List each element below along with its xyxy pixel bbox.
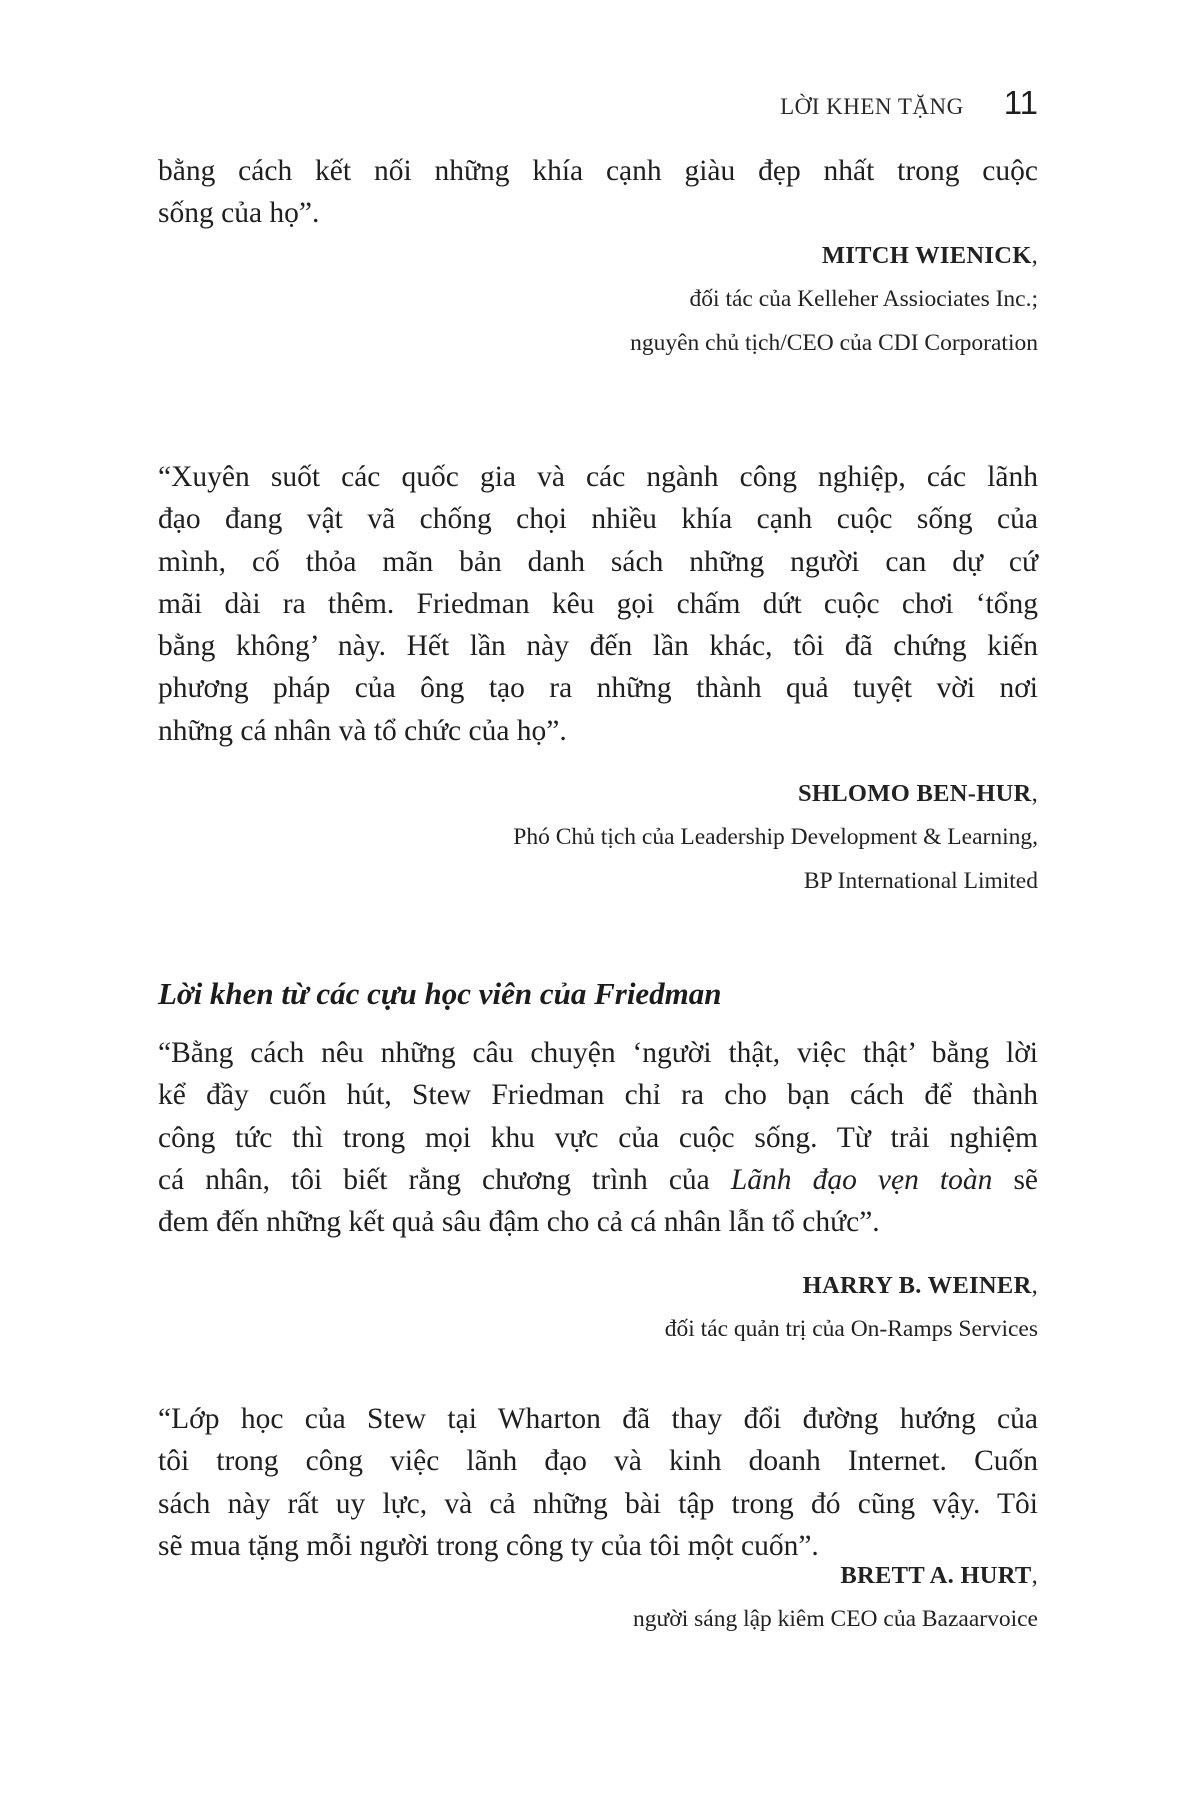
book-title: Lãnh đạo vẹn toàn xyxy=(730,1163,993,1196)
name-comma: , xyxy=(1031,1562,1038,1589)
quote-line: phương pháp của ông tạo ra những thành quả tuyệt vời nơi xyxy=(158,672,1038,705)
name-comma: , xyxy=(1031,1272,1038,1299)
name-comma: , xyxy=(1031,780,1038,807)
quote-line: công tức thì trong mọi khu vực của cuộc sống. Từ trải nghiệm xyxy=(158,1121,1038,1154)
attribution-name xyxy=(158,234,1038,278)
quote-line: kể đầy cuốn hút, Stew Friedman chỉ ra cho bạn cách để thành xyxy=(158,1079,1038,1112)
quote-line: tôi trong công việc lãnh đạo và kinh doanh Internet. Cuốn xyxy=(158,1445,1038,1478)
testimonial-quote-ben-hur xyxy=(158,456,1038,752)
quote-line: đạo đang vật vã chống chọi nhiều khía cạnh cuộc sống của xyxy=(158,503,1038,536)
name-text: HARRY B. WEINER xyxy=(802,1272,1032,1299)
testimonial-quote-wienick xyxy=(158,150,1038,235)
quote-text: cá nhân, tôi biết rằng chương trình của xyxy=(158,1163,710,1196)
page-number: 11 xyxy=(1003,84,1038,121)
name-text: BRETT A. HURT xyxy=(840,1562,1032,1589)
attribution-role: Phó Chủ tịch của Leadership Development & Learning, xyxy=(513,824,1038,850)
name-text: MITCH WIENICK xyxy=(821,242,1032,269)
quote-line: sách này rất uy lực, và cả những bài tập trong đó cũng vậy. Tôi xyxy=(158,1487,1038,1520)
quote-line: “Lớp học của Stew tại Wharton đã thay đổi đường hướng của xyxy=(158,1403,1038,1435)
quote-line: mình, cố thỏa mãn bản danh sách những người can dự cứ xyxy=(158,545,1038,578)
section-heading: Lời khen từ các cựu học viên của Friedman xyxy=(158,976,722,1011)
attribution-weiner xyxy=(158,1264,1038,1352)
attribution-role: BP International Limited xyxy=(803,867,1038,894)
quote-line xyxy=(158,1159,1038,1201)
quote-line: sẽ mua tặng mỗi người trong công ty của tôi một cuốn”. xyxy=(158,1529,819,1562)
quote-line: mãi dài ra thêm. Friedman kêu gọi chấm dứt cuộc chơi ‘tổng xyxy=(158,587,1038,620)
attribution-name xyxy=(158,772,1038,816)
attribution-role: người sáng lập kiêm CEO của Bazaarvoice xyxy=(633,1606,1038,1632)
quote-line: những cá nhân và tổ chức của họ”. xyxy=(158,714,567,747)
name-text: SHLOMO BEN-HUR xyxy=(797,780,1032,807)
name-comma: , xyxy=(1031,242,1038,269)
attribution-name xyxy=(158,1264,1038,1308)
attribution-ben-hur xyxy=(158,772,1038,903)
attribution-hurt xyxy=(158,1554,1038,1642)
running-head xyxy=(780,84,1038,122)
quote-line: “Xuyên suốt các quốc gia và các ngành công nghiệp, các lãnh xyxy=(158,461,1038,493)
attribution-role: đối tác của Kelleher Assiociates Inc.; xyxy=(689,286,1038,312)
testimonial-quote-hurt xyxy=(158,1398,1038,1567)
attribution-role: đối tác quản trị của On-Ramps Services xyxy=(664,1316,1038,1342)
quote-text: sẽ xyxy=(1013,1163,1039,1196)
quote-line: bằng cách kết nối những khía cạnh giàu đẹp nhất trong cuộc xyxy=(158,155,1038,187)
testimonial-quote-weiner xyxy=(158,1032,1038,1243)
attribution-wienick xyxy=(158,234,1038,365)
running-title: LỜI KHEN TẶNG xyxy=(780,94,964,119)
quote-line: đem đến những kết quả sâu đậm cho cả cá nhân lẫn tổ chức”. xyxy=(158,1206,880,1239)
quote-line: sống của họ”. xyxy=(158,197,320,230)
quote-line: bằng không’ này. Hết lần này đến lần khác, tôi đã chứng kiến xyxy=(158,630,1038,663)
attribution-name xyxy=(158,1554,1038,1598)
attribution-role: nguyên chủ tịch/CEO của CDI Corporation xyxy=(630,329,1038,356)
quote-line: “Bằng cách nêu những câu chuyện ‘người thật, việc thật’ bằng lời xyxy=(158,1037,1038,1069)
